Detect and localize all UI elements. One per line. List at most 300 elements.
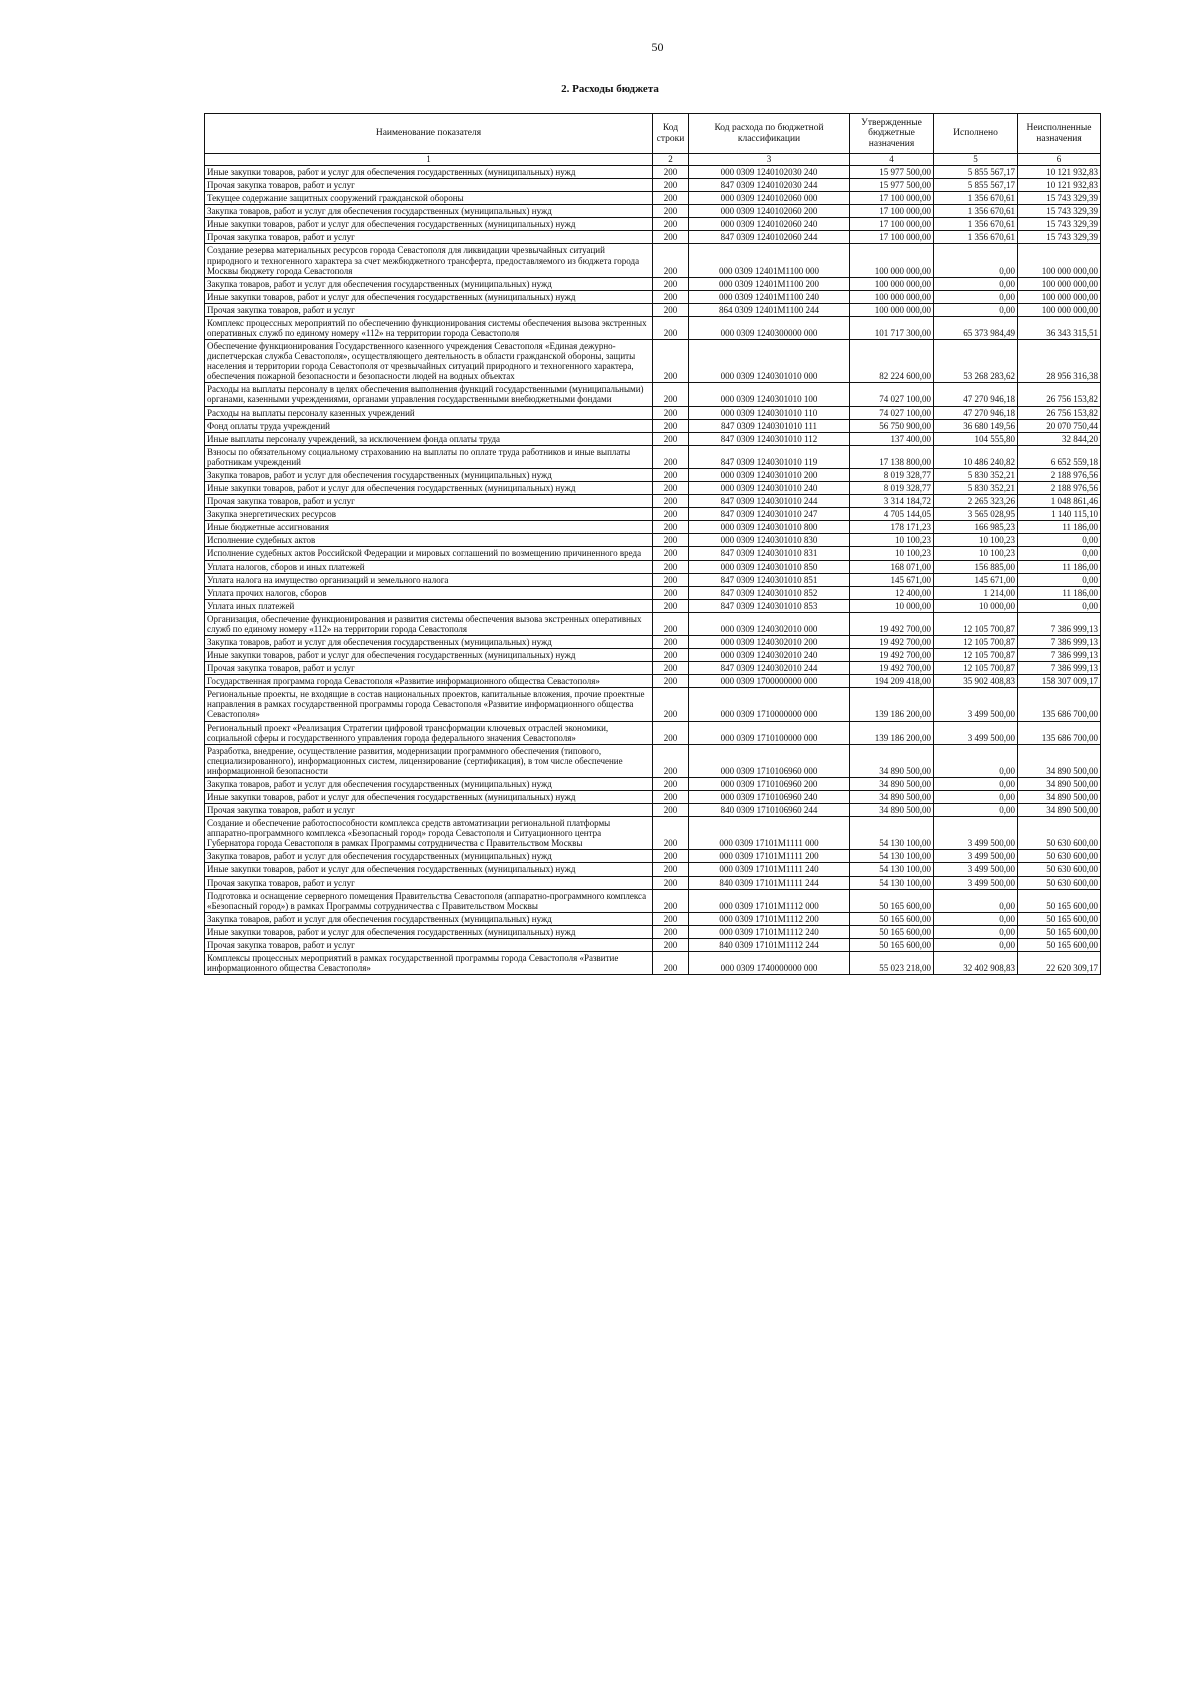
row-executed-cell: 3 499 500,00 [934, 863, 1018, 876]
table-row [205, 290, 1101, 303]
row-executed-cell: 156 885,00 [934, 560, 1018, 573]
row-executed-cell: 47 270 946,18 [934, 383, 1018, 406]
row-name-cell: Прочая закупка товаров, работ и услуг [205, 804, 653, 817]
row-line-code-cell: 200 [653, 649, 689, 662]
row-unexecuted-cell: 50 630 600,00 [1018, 817, 1101, 850]
row-budget-code-cell: 847 0309 1240301010 112 [689, 432, 850, 445]
row-budget-code-cell: 000 0309 1240301010 800 [689, 521, 850, 534]
row-line-code-cell: 200 [653, 876, 689, 889]
row-budget-code-cell: 000 0309 12401M1100 000 [689, 244, 850, 277]
row-unexecuted-cell: 2 188 976,56 [1018, 468, 1101, 481]
row-name-cell: Взносы по обязательному социальному страхованию на выплаты по оплате труда работников и иные выплаты работникам учреждений [205, 445, 653, 468]
row-executed-cell: 12 105 700,87 [934, 612, 1018, 635]
row-executed-cell: 2 265 323,26 [934, 495, 1018, 508]
row-budget-code-cell: 847 0309 1240301010 853 [689, 599, 850, 612]
row-executed-cell: 53 268 283,62 [934, 340, 1018, 383]
row-approved-cell: 74 027 100,00 [850, 383, 934, 406]
row-unexecuted-cell: 135 686 700,00 [1018, 721, 1101, 744]
table-row [205, 508, 1101, 521]
row-name-cell: Уплата иных платежей [205, 599, 653, 612]
row-approved-cell: 19 492 700,00 [850, 612, 934, 635]
page-number: 50 [651, 40, 664, 54]
row-approved-cell: 10 000,00 [850, 599, 934, 612]
row-unexecuted-cell: 0,00 [1018, 547, 1101, 560]
table-row [205, 790, 1101, 803]
row-name-cell: Прочая закупка товаров, работ и услуг [205, 938, 653, 951]
row-budget-code-cell: 847 0309 1240301010 852 [689, 586, 850, 599]
row-budget-code-cell: 847 0309 1240301010 111 [689, 419, 850, 432]
row-line-code-cell: 200 [653, 383, 689, 406]
row-name-cell: Комплексы процессных мероприятий в рамках государственной программы города Севастополя «Развитие информационного общества Севастополя» [205, 952, 653, 975]
row-executed-cell: 0,00 [934, 938, 1018, 951]
row-approved-cell: 168 071,00 [850, 560, 934, 573]
row-name-cell: Иные закупки товаров, работ и услуг для обеспечения государственных (муниципальных) нужд [205, 649, 653, 662]
row-approved-cell: 145 671,00 [850, 573, 934, 586]
row-executed-cell: 47 270 946,18 [934, 406, 1018, 419]
table-row [205, 662, 1101, 675]
row-line-code-cell: 200 [653, 662, 689, 675]
table-row [205, 635, 1101, 648]
row-executed-cell: 0,00 [934, 889, 1018, 912]
table-row [205, 406, 1101, 419]
row-executed-cell: 1 356 670,61 [934, 192, 1018, 205]
row-budget-code-cell: 840 0309 17101M1112 244 [689, 938, 850, 951]
row-approved-cell: 15 977 500,00 [850, 179, 934, 192]
row-unexecuted-cell: 6 652 559,18 [1018, 445, 1101, 468]
row-line-code-cell: 200 [653, 744, 689, 777]
row-budget-code-cell: 864 0309 12401M1100 244 [689, 303, 850, 316]
row-approved-cell: 17 100 000,00 [850, 205, 934, 218]
row-unexecuted-cell: 15 743 329,39 [1018, 205, 1101, 218]
row-approved-cell: 17 100 000,00 [850, 218, 934, 231]
row-line-code-cell: 200 [653, 612, 689, 635]
row-budget-code-cell: 000 0309 1240102030 240 [689, 166, 850, 179]
table-row [205, 316, 1101, 339]
row-executed-cell: 166 985,23 [934, 521, 1018, 534]
row-approved-cell: 101 717 300,00 [850, 316, 934, 339]
row-unexecuted-cell: 1 048 861,46 [1018, 495, 1101, 508]
row-approved-cell: 54 130 100,00 [850, 817, 934, 850]
table-row [205, 744, 1101, 777]
row-executed-cell: 3 499 500,00 [934, 688, 1018, 721]
row-executed-cell: 0,00 [934, 244, 1018, 277]
table-row [205, 244, 1101, 277]
row-approved-cell: 137 400,00 [850, 432, 934, 445]
row-executed-cell: 5 830 352,21 [934, 468, 1018, 481]
row-budget-code-cell: 847 0309 1240102030 244 [689, 179, 850, 192]
row-budget-code-cell: 000 0309 1240301010 240 [689, 482, 850, 495]
row-name-cell: Комплекс процессных мероприятий по обеспечению функционирования системы обеспечения вызова экстренных оперативных служб по единому номеру «112» на территории города Севастополя [205, 316, 653, 339]
row-name-cell: Создание резерва материальных ресурсов города Севастополя для ликвидации чрезвычайных ситуаций природного и техногенного характера за счет межбюджетного трансферта, предоставляемого из бюджета города Москвы бюджету города Севастополя [205, 244, 653, 277]
row-executed-cell: 104 555,80 [934, 432, 1018, 445]
row-executed-cell: 36 680 149,56 [934, 419, 1018, 432]
row-name-cell: Фонд оплаты труда учреждений [205, 419, 653, 432]
row-approved-cell: 82 224 600,00 [850, 340, 934, 383]
row-approved-cell: 100 000 000,00 [850, 290, 934, 303]
row-approved-cell: 100 000 000,00 [850, 244, 934, 277]
row-line-code-cell: 200 [653, 316, 689, 339]
row-executed-cell: 0,00 [934, 777, 1018, 790]
row-budget-code-cell: 000 0309 1710106960 240 [689, 790, 850, 803]
row-line-code-cell: 200 [653, 445, 689, 468]
row-line-code-cell: 200 [653, 218, 689, 231]
row-line-code-cell: 200 [653, 863, 689, 876]
row-approved-cell: 34 890 500,00 [850, 790, 934, 803]
row-budget-code-cell: 000 0309 1240302010 240 [689, 649, 850, 662]
row-budget-code-cell: 000 0309 1240301010 850 [689, 560, 850, 573]
budget-expenses-table [204, 113, 1101, 975]
row-name-cell: Закупка товаров, работ и услуг для обеспечения государственных (муниципальных) нужд [205, 468, 653, 481]
row-line-code-cell: 200 [653, 912, 689, 925]
row-executed-cell: 35 902 408,83 [934, 675, 1018, 688]
row-budget-code-cell: 000 0309 1240102060 240 [689, 218, 850, 231]
table-row [205, 340, 1101, 383]
row-approved-cell: 50 165 600,00 [850, 925, 934, 938]
table-row [205, 231, 1101, 244]
row-name-cell: Текущее содержание защитных сооружений гражданской обороны [205, 192, 653, 205]
row-line-code-cell: 200 [653, 688, 689, 721]
row-name-cell: Прочая закупка товаров, работ и услуг [205, 662, 653, 675]
table-row [205, 675, 1101, 688]
row-line-code-cell: 200 [653, 482, 689, 495]
row-unexecuted-cell: 0,00 [1018, 573, 1101, 586]
row-approved-cell: 19 492 700,00 [850, 649, 934, 662]
row-line-code-cell: 200 [653, 244, 689, 277]
row-approved-cell: 3 314 184,72 [850, 495, 934, 508]
table-row [205, 534, 1101, 547]
row-budget-code-cell: 847 0309 1240301010 851 [689, 573, 850, 586]
row-executed-cell: 0,00 [934, 744, 1018, 777]
row-name-cell: Прочая закупка товаров, работ и услуг [205, 495, 653, 508]
row-line-code-cell: 200 [653, 290, 689, 303]
row-line-code-cell: 200 [653, 938, 689, 951]
table-row [205, 432, 1101, 445]
row-approved-cell: 194 209 418,00 [850, 675, 934, 688]
row-unexecuted-cell: 15 743 329,39 [1018, 231, 1101, 244]
row-budget-code-cell: 000 0309 1710106960 200 [689, 777, 850, 790]
row-name-cell: Закупка товаров, работ и услуг для обеспечения государственных (муниципальных) нужд [205, 205, 653, 218]
column-number: 3 [689, 154, 850, 166]
row-budget-code-cell: 000 0309 1240301010 200 [689, 468, 850, 481]
row-unexecuted-cell: 20 070 750,44 [1018, 419, 1101, 432]
row-line-code-cell: 200 [653, 635, 689, 648]
section-title: 2. Расходы бюджета [561, 83, 659, 95]
table-row [205, 721, 1101, 744]
row-unexecuted-cell: 100 000 000,00 [1018, 303, 1101, 316]
table-row [205, 205, 1101, 218]
row-executed-cell: 32 402 908,83 [934, 952, 1018, 975]
row-line-code-cell: 200 [653, 406, 689, 419]
row-budget-code-cell: 847 0309 1240301010 247 [689, 508, 850, 521]
row-approved-cell: 50 165 600,00 [850, 889, 934, 912]
row-executed-cell: 0,00 [934, 303, 1018, 316]
row-unexecuted-cell: 100 000 000,00 [1018, 290, 1101, 303]
row-unexecuted-cell: 11 186,00 [1018, 521, 1101, 534]
row-name-cell: Уплата прочих налогов, сборов [205, 586, 653, 599]
row-unexecuted-cell: 50 165 600,00 [1018, 889, 1101, 912]
row-executed-cell: 1 356 670,61 [934, 231, 1018, 244]
column-number: 1 [205, 154, 653, 166]
row-executed-cell: 3 499 500,00 [934, 721, 1018, 744]
row-name-cell: Иные закупки товаров, работ и услуг для обеспечения государственных (муниципальных) нужд [205, 863, 653, 876]
row-line-code-cell: 200 [653, 925, 689, 938]
row-unexecuted-cell: 100 000 000,00 [1018, 244, 1101, 277]
row-name-cell: Иные закупки товаров, работ и услуг для обеспечения государственных (муниципальных) нужд [205, 925, 653, 938]
row-approved-cell: 19 492 700,00 [850, 635, 934, 648]
row-executed-cell: 3 565 028,95 [934, 508, 1018, 521]
row-line-code-cell: 200 [653, 231, 689, 244]
row-approved-cell: 10 100,23 [850, 547, 934, 560]
column-header-executed: Исполнено [934, 114, 1018, 154]
row-name-cell: Иные закупки товаров, работ и услуг для обеспечения государственных (муниципальных) нужд [205, 290, 653, 303]
row-name-cell: Закупка энергетических ресурсов [205, 508, 653, 521]
row-approved-cell: 100 000 000,00 [850, 277, 934, 290]
row-approved-cell: 50 165 600,00 [850, 912, 934, 925]
row-unexecuted-cell: 100 000 000,00 [1018, 277, 1101, 290]
row-name-cell: Закупка товаров, работ и услуг для обеспечения государственных (муниципальных) нужд [205, 777, 653, 790]
row-approved-cell: 15 977 500,00 [850, 166, 934, 179]
row-unexecuted-cell: 135 686 700,00 [1018, 688, 1101, 721]
row-line-code-cell: 200 [653, 850, 689, 863]
row-budget-code-cell: 847 0309 1240302010 244 [689, 662, 850, 675]
row-name-cell: Иные бюджетные ассигнования [205, 521, 653, 534]
row-executed-cell: 12 105 700,87 [934, 662, 1018, 675]
row-name-cell: Уплата налогов, сборов и иных платежей [205, 560, 653, 573]
row-line-code-cell: 200 [653, 586, 689, 599]
row-unexecuted-cell: 26 756 153,82 [1018, 406, 1101, 419]
row-name-cell: Прочая закупка товаров, работ и услуг [205, 876, 653, 889]
row-name-cell: Создание и обеспечение работоспособности комплекса средств автоматизации региональной платформы аппаратно-программного комплекса «Безопасный город» города Севастополя и Ситуационного центра Губернатора города Севастополя в рамках Программы сотрудничества с Правительством Москвы [205, 817, 653, 850]
row-line-code-cell: 200 [653, 432, 689, 445]
row-line-code-cell: 200 [653, 817, 689, 850]
row-budget-code-cell: 000 0309 17101M1111 240 [689, 863, 850, 876]
row-approved-cell: 74 027 100,00 [850, 406, 934, 419]
row-approved-cell: 19 492 700,00 [850, 662, 934, 675]
row-executed-cell: 1 214,00 [934, 586, 1018, 599]
row-unexecuted-cell: 7 386 999,13 [1018, 612, 1101, 635]
row-executed-cell: 12 105 700,87 [934, 635, 1018, 648]
table-row [205, 218, 1101, 231]
row-line-code-cell: 200 [653, 419, 689, 432]
row-approved-cell: 54 130 100,00 [850, 850, 934, 863]
row-name-cell: Иные закупки товаров, работ и услуг для обеспечения государственных (муниципальных) нужд [205, 166, 653, 179]
table-row [205, 599, 1101, 612]
table-row [205, 850, 1101, 863]
row-name-cell: Обеспечение функционирования Государственного казенного учреждения Севастополя «Единая дежурно-диспетчерская служба Севастополя», осуществляющего деятельность в области гражданской обороны, защиты населения и территории города Севастополя от чрезвычайных ситуаций природного и техногенного характера, обеспечения пожарной безопасности и безопасности людей на водных объектах [205, 340, 653, 383]
table-row [205, 863, 1101, 876]
row-line-code-cell: 200 [653, 179, 689, 192]
row-executed-cell: 0,00 [934, 790, 1018, 803]
row-budget-code-cell: 000 0309 1710000000 000 [689, 688, 850, 721]
column-header-line-code: Код строки [653, 114, 689, 154]
row-approved-cell: 8 019 328,77 [850, 468, 934, 481]
row-budget-code-cell: 840 0309 17101M1111 244 [689, 876, 850, 889]
row-executed-cell: 3 499 500,00 [934, 817, 1018, 850]
row-line-code-cell: 200 [653, 573, 689, 586]
row-budget-code-cell: 000 0309 1240102060 200 [689, 205, 850, 218]
row-line-code-cell: 200 [653, 277, 689, 290]
table-row [205, 586, 1101, 599]
row-name-cell: Закупка товаров, работ и услуг для обеспечения государственных (муниципальных) нужд [205, 912, 653, 925]
row-unexecuted-cell: 0,00 [1018, 534, 1101, 547]
table-row [205, 804, 1101, 817]
row-approved-cell: 54 130 100,00 [850, 876, 934, 889]
row-line-code-cell: 200 [653, 166, 689, 179]
row-unexecuted-cell: 34 890 500,00 [1018, 804, 1101, 817]
row-name-cell: Региональный проект «Реализация Стратегии цифровой трансформации ключевых отраслей экономики, социальной сферы и государственного управления города федерального значения Севастополя» [205, 721, 653, 744]
row-unexecuted-cell: 10 121 932,83 [1018, 179, 1101, 192]
table-row [205, 560, 1101, 573]
row-executed-cell: 0,00 [934, 804, 1018, 817]
column-number: 5 [934, 154, 1018, 166]
row-unexecuted-cell: 34 890 500,00 [1018, 790, 1101, 803]
row-name-cell: Организация, обеспечение функционирования и развития системы обеспечения вызова экстренных оперативных служб по единому номеру «112» на территории города Севастополя [205, 612, 653, 635]
row-executed-cell: 1 356 670,61 [934, 218, 1018, 231]
table-row [205, 925, 1101, 938]
row-approved-cell: 17 100 000,00 [850, 192, 934, 205]
row-budget-code-cell: 000 0309 17101M1111 200 [689, 850, 850, 863]
row-name-cell: Иные закупки товаров, работ и услуг для обеспечения государственных (муниципальных) нужд [205, 482, 653, 495]
row-budget-code-cell: 000 0309 1240300000 000 [689, 316, 850, 339]
row-name-cell: Региональные проекты, не входящие в состав национальных проектов, капитальные вложения, прочие проектные направления в рамках государственной программы города Севастополя «Развитие информационного общества Севастополя» [205, 688, 653, 721]
row-approved-cell: 34 890 500,00 [850, 804, 934, 817]
row-line-code-cell: 200 [653, 547, 689, 560]
table-row [205, 179, 1101, 192]
row-unexecuted-cell: 2 188 976,56 [1018, 482, 1101, 495]
row-unexecuted-cell: 7 386 999,13 [1018, 662, 1101, 675]
table-row [205, 547, 1101, 560]
column-header-name: Наименование показателя [205, 114, 653, 154]
row-budget-code-cell: 000 0309 17101M1112 000 [689, 889, 850, 912]
row-unexecuted-cell: 7 386 999,13 [1018, 635, 1101, 648]
table-row [205, 468, 1101, 481]
row-name-cell: Разработка, внедрение, осуществление развития, модернизации программного обеспечения (типового, специализированного), информационных систем, лицензирование (сертификация), в том числе обеспечение информационной безопасности [205, 744, 653, 777]
row-budget-code-cell: 000 0309 17101M1112 240 [689, 925, 850, 938]
row-unexecuted-cell: 36 343 315,51 [1018, 316, 1101, 339]
row-unexecuted-cell: 10 121 932,83 [1018, 166, 1101, 179]
table-row [205, 938, 1101, 951]
row-budget-code-cell: 000 0309 1240301010 110 [689, 406, 850, 419]
row-name-cell: Уплата налога на имущество организаций и земельного налога [205, 573, 653, 586]
row-name-cell: Расходы на выплаты персоналу казенных учреждений [205, 406, 653, 419]
table-row [205, 419, 1101, 432]
table-row [205, 952, 1101, 975]
row-unexecuted-cell: 11 186,00 [1018, 586, 1101, 599]
row-budget-code-cell: 000 0309 12401M1100 240 [689, 290, 850, 303]
table-row [205, 166, 1101, 179]
table-row [205, 649, 1101, 662]
table-row [205, 303, 1101, 316]
table-row [205, 912, 1101, 925]
table-row [205, 482, 1101, 495]
row-approved-cell: 55 023 218,00 [850, 952, 934, 975]
row-name-cell: Подготовка и оснащение серверного помещения Правительства Севастополя (аппаратно-программного комплекса «Безопасный город») в рамках Программы сотрудничества с Правительством Москвы [205, 889, 653, 912]
row-approved-cell: 56 750 900,00 [850, 419, 934, 432]
table-row [205, 777, 1101, 790]
row-unexecuted-cell: 50 165 600,00 [1018, 925, 1101, 938]
row-approved-cell: 12 400,00 [850, 586, 934, 599]
row-name-cell: Закупка товаров, работ и услуг для обеспечения государственных (муниципальных) нужд [205, 277, 653, 290]
row-unexecuted-cell: 34 890 500,00 [1018, 777, 1101, 790]
row-budget-code-cell: 000 0309 1240301010 000 [689, 340, 850, 383]
row-line-code-cell: 200 [653, 192, 689, 205]
row-unexecuted-cell: 50 630 600,00 [1018, 850, 1101, 863]
table-row [205, 521, 1101, 534]
table-header-row [205, 114, 1101, 154]
row-approved-cell: 54 130 100,00 [850, 863, 934, 876]
row-line-code-cell: 200 [653, 508, 689, 521]
row-line-code-cell: 200 [653, 495, 689, 508]
column-header-budget-code: Код расхода по бюджетной классификации [689, 114, 850, 154]
row-name-cell: Иные закупки товаров, работ и услуг для обеспечения государственных (муниципальных) нужд [205, 790, 653, 803]
table-row [205, 889, 1101, 912]
row-unexecuted-cell: 0,00 [1018, 599, 1101, 612]
row-executed-cell: 5 830 352,21 [934, 482, 1018, 495]
row-executed-cell: 10 000,00 [934, 599, 1018, 612]
row-approved-cell: 17 100 000,00 [850, 231, 934, 244]
row-budget-code-cell: 000 0309 12401M1100 200 [689, 277, 850, 290]
row-unexecuted-cell: 15 743 329,39 [1018, 192, 1101, 205]
row-line-code-cell: 200 [653, 889, 689, 912]
row-executed-cell: 10 486 240,82 [934, 445, 1018, 468]
row-budget-code-cell: 847 0309 1240102060 244 [689, 231, 850, 244]
row-name-cell: Иные закупки товаров, работ и услуг для обеспечения государственных (муниципальных) нужд [205, 218, 653, 231]
row-line-code-cell: 200 [653, 721, 689, 744]
row-line-code-cell: 200 [653, 790, 689, 803]
column-header-approved: Утвержденные бюджетные назначения [850, 114, 934, 154]
table-row [205, 573, 1101, 586]
column-number: 6 [1018, 154, 1101, 166]
row-executed-cell: 0,00 [934, 277, 1018, 290]
row-executed-cell: 10 100,23 [934, 534, 1018, 547]
row-name-cell: Прочая закупка товаров, работ и услуг [205, 231, 653, 244]
row-approved-cell: 139 186 200,00 [850, 688, 934, 721]
row-name-cell: Прочая закупка товаров, работ и услуг [205, 179, 653, 192]
row-name-cell: Исполнение судебных актов Российской Федерации и мировых соглашений по возмещению причиненного вреда [205, 547, 653, 560]
table-body [205, 166, 1101, 975]
row-unexecuted-cell: 22 620 309,17 [1018, 952, 1101, 975]
column-header-unexecuted: Неисполненные назначения [1018, 114, 1101, 154]
row-executed-cell: 5 855 567,17 [934, 179, 1018, 192]
column-number: 4 [850, 154, 934, 166]
row-unexecuted-cell: 50 630 600,00 [1018, 876, 1101, 889]
row-unexecuted-cell: 1 140 115,10 [1018, 508, 1101, 521]
row-executed-cell: 65 373 984,49 [934, 316, 1018, 339]
row-line-code-cell: 200 [653, 804, 689, 817]
table-row [205, 876, 1101, 889]
row-unexecuted-cell: 28 956 316,38 [1018, 340, 1101, 383]
row-approved-cell: 139 186 200,00 [850, 721, 934, 744]
row-executed-cell: 1 356 670,61 [934, 205, 1018, 218]
row-approved-cell: 10 100,23 [850, 534, 934, 547]
row-unexecuted-cell: 50 165 600,00 [1018, 912, 1101, 925]
table-row [205, 192, 1101, 205]
row-unexecuted-cell: 26 756 153,82 [1018, 383, 1101, 406]
row-line-code-cell: 200 [653, 599, 689, 612]
row-approved-cell: 50 165 600,00 [850, 938, 934, 951]
row-unexecuted-cell: 32 844,20 [1018, 432, 1101, 445]
column-number: 2 [653, 154, 689, 166]
row-unexecuted-cell: 15 743 329,39 [1018, 218, 1101, 231]
row-line-code-cell: 200 [653, 205, 689, 218]
row-line-code-cell: 200 [653, 521, 689, 534]
row-unexecuted-cell: 7 386 999,13 [1018, 649, 1101, 662]
row-budget-code-cell: 000 0309 1240301010 100 [689, 383, 850, 406]
row-line-code-cell: 200 [653, 560, 689, 573]
row-budget-code-cell: 000 0309 1240302010 000 [689, 612, 850, 635]
row-unexecuted-cell: 158 307 009,17 [1018, 675, 1101, 688]
row-approved-cell: 17 138 800,00 [850, 445, 934, 468]
